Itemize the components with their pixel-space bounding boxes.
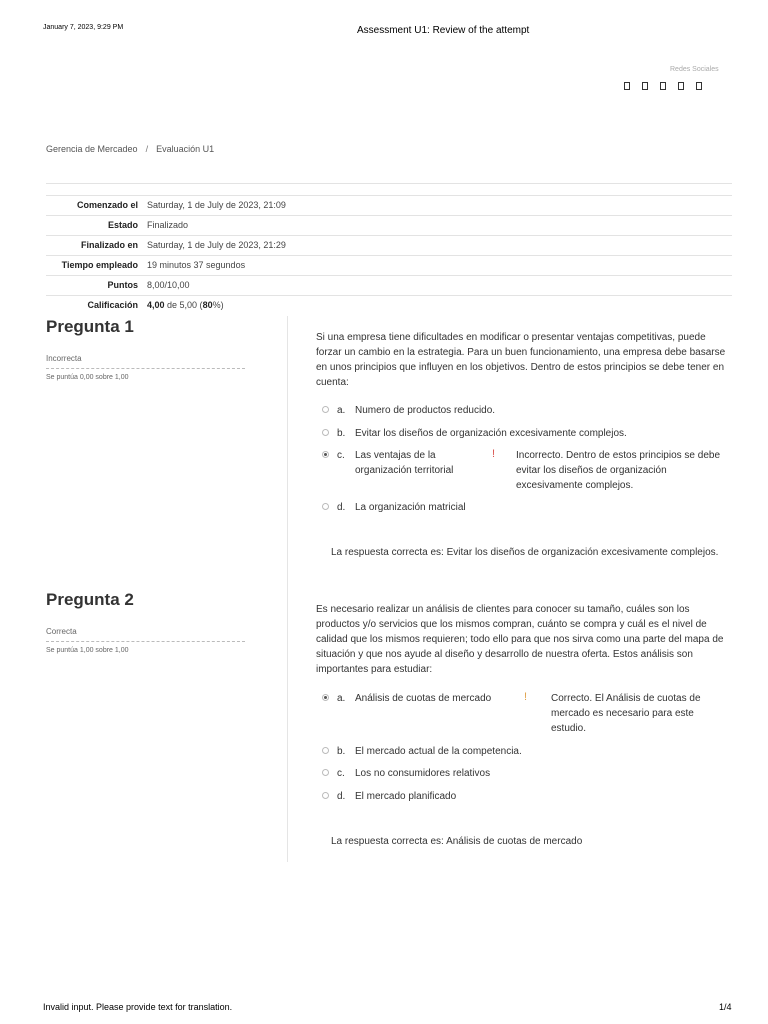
question-number: Pregunta 1 bbox=[46, 317, 134, 336]
twitter-icon[interactable] bbox=[642, 82, 648, 90]
instagram-icon[interactable] bbox=[660, 82, 666, 90]
column-divider bbox=[287, 316, 288, 862]
answer-text: Los no consumidores relativos bbox=[355, 768, 491, 779]
radio-button[interactable] bbox=[322, 747, 329, 754]
linkedin-icon[interactable] bbox=[696, 82, 702, 90]
summary-row-started bbox=[46, 196, 732, 216]
breadcrumb bbox=[46, 144, 214, 154]
radio-button[interactable] bbox=[322, 769, 329, 776]
answer-option[interactable] bbox=[322, 448, 485, 478]
summary-label: Estado bbox=[107, 220, 138, 230]
grade-end: %) bbox=[212, 300, 224, 310]
question-grade: Se puntúa 0,00 sobre 1,00 bbox=[46, 374, 129, 381]
summary-label: Finalizado en bbox=[80, 240, 138, 250]
answer-option[interactable] bbox=[322, 691, 491, 706]
answer-letter: d. bbox=[337, 791, 346, 802]
question-state: Incorrecta bbox=[46, 354, 245, 369]
summary-row-grade bbox=[46, 296, 732, 315]
summary-row-time bbox=[46, 256, 732, 276]
breadcrumb-separator: / bbox=[145, 144, 149, 154]
answer-text: Las ventajas de la organización territorial bbox=[355, 450, 454, 476]
question-text: Es necesario realizar un análisis de clientes para conocer su tamaño, cuáles son los productos y/o servicios que los mismos compran, cuánto se compra y cuál es el nivel de calidad que los mismos requieren; todo ello para que nos sirva como una parte del mapa de situación y que nos ayude al diseño y desarrollo de nuestra oferta. Estos análisis son importantes para estudiar: bbox=[316, 604, 724, 675]
answer-option[interactable] bbox=[322, 766, 490, 781]
summary-label: Calificación bbox=[87, 300, 138, 310]
question-grade: Se puntúa 1,00 sobre 1,00 bbox=[46, 647, 129, 654]
social-label: Redes Sociales bbox=[670, 66, 719, 73]
facebook-icon[interactable] bbox=[624, 82, 630, 90]
summary-value: Finalizado bbox=[147, 220, 189, 230]
question-number: Pregunta 2 bbox=[46, 590, 134, 609]
summary-label: Puntos bbox=[107, 280, 138, 290]
breadcrumb-page[interactable]: Evaluación U1 bbox=[156, 144, 215, 154]
answer-option[interactable] bbox=[322, 403, 495, 418]
answer-letter: b. bbox=[337, 746, 346, 757]
summary-row-points bbox=[46, 276, 732, 296]
answer-text: El mercado planificado bbox=[355, 791, 457, 802]
answer-text: Numero de productos reducido. bbox=[355, 405, 496, 416]
answer-option[interactable] bbox=[322, 789, 456, 804]
summary-value bbox=[138, 296, 224, 315]
right-answer: La respuesta correcta es: Evitar los diseños de organización excesivamente complejos. bbox=[331, 547, 719, 558]
radio-button-selected[interactable] bbox=[322, 451, 329, 458]
radio-button[interactable] bbox=[322, 429, 329, 436]
incorrect-mark-icon: ! bbox=[492, 448, 496, 460]
summary-value: Saturday, 1 de July de 2023, 21:09 bbox=[147, 200, 286, 210]
answer-letter: c. bbox=[337, 450, 345, 461]
social-icons bbox=[624, 82, 702, 90]
answer-option[interactable] bbox=[322, 426, 627, 441]
answer-letter: b. bbox=[337, 428, 346, 439]
answer-letter: a. bbox=[337, 693, 346, 704]
answer-text: Evitar los diseños de organización excesivamente complejos. bbox=[355, 428, 627, 439]
summary-row-finished bbox=[46, 236, 732, 256]
print-page-number: 1/4 bbox=[719, 1002, 732, 1012]
answer-letter: a. bbox=[337, 405, 346, 416]
grade-middle: de 5,00 ( bbox=[164, 300, 203, 310]
question-info bbox=[46, 590, 245, 654]
print-footer-text: Invalid input. Please provide text for translation. bbox=[43, 1002, 233, 1012]
radio-button[interactable] bbox=[322, 792, 329, 799]
answer-option[interactable] bbox=[322, 744, 522, 759]
answer-text: El mercado actual de la competencia. bbox=[355, 746, 522, 757]
print-title: Assessment U1: Review of the attempt bbox=[357, 25, 530, 36]
grade-score: 4,00 bbox=[147, 300, 165, 310]
correct-mark-icon: ! bbox=[524, 691, 528, 703]
print-date: January 7, 2023, 9:29 PM bbox=[43, 24, 124, 31]
answer-text: La organización matricial bbox=[355, 502, 466, 513]
answer-text: Análisis de cuotas de mercado bbox=[355, 693, 492, 704]
summary-value: 8,00/10,00 bbox=[147, 280, 190, 290]
grade-percent: 80 bbox=[202, 300, 213, 310]
radio-button[interactable] bbox=[322, 406, 329, 413]
radio-button-selected[interactable] bbox=[322, 694, 329, 701]
question-info bbox=[46, 317, 245, 381]
answer-letter: c. bbox=[337, 768, 345, 779]
answer-option[interactable] bbox=[322, 500, 466, 515]
answer-feedback: Correcto. El Análisis de cuotas de mercado es necesario para este estudio. bbox=[551, 693, 701, 734]
answer-feedback: Incorrecto. Dentro de estos principios se debe evitar los diseños de organización excesivamente complejos. bbox=[516, 450, 720, 491]
breadcrumb-course[interactable]: Gerencia de Mercadeo bbox=[46, 144, 138, 154]
question-state: Correcta bbox=[46, 627, 245, 642]
radio-button[interactable] bbox=[322, 503, 329, 510]
summary-value: 19 minutos 37 segundos bbox=[147, 260, 246, 270]
right-answer: La respuesta correcta es: Análisis de cuotas de mercado bbox=[331, 836, 583, 847]
summary-value: Saturday, 1 de July de 2023, 21:29 bbox=[147, 240, 286, 250]
answer-letter: d. bbox=[337, 502, 346, 513]
summary-label: Tiempo empleado bbox=[61, 260, 138, 270]
youtube-icon[interactable] bbox=[678, 82, 684, 90]
summary-row-state bbox=[46, 216, 732, 236]
attempt-summary-table bbox=[46, 183, 732, 315]
summary-label: Comenzado el bbox=[76, 200, 138, 210]
question-text: Si una empresa tiene dificultades en modificar o presentar ventajas competitivas, puede forzar un cambio en la estrategia. Para un buen funcionamiento, una empresa debe basarse en unos principios que influyen en los objetivos. Dentro de estos principios se debe tener en cuenta: bbox=[316, 332, 726, 388]
